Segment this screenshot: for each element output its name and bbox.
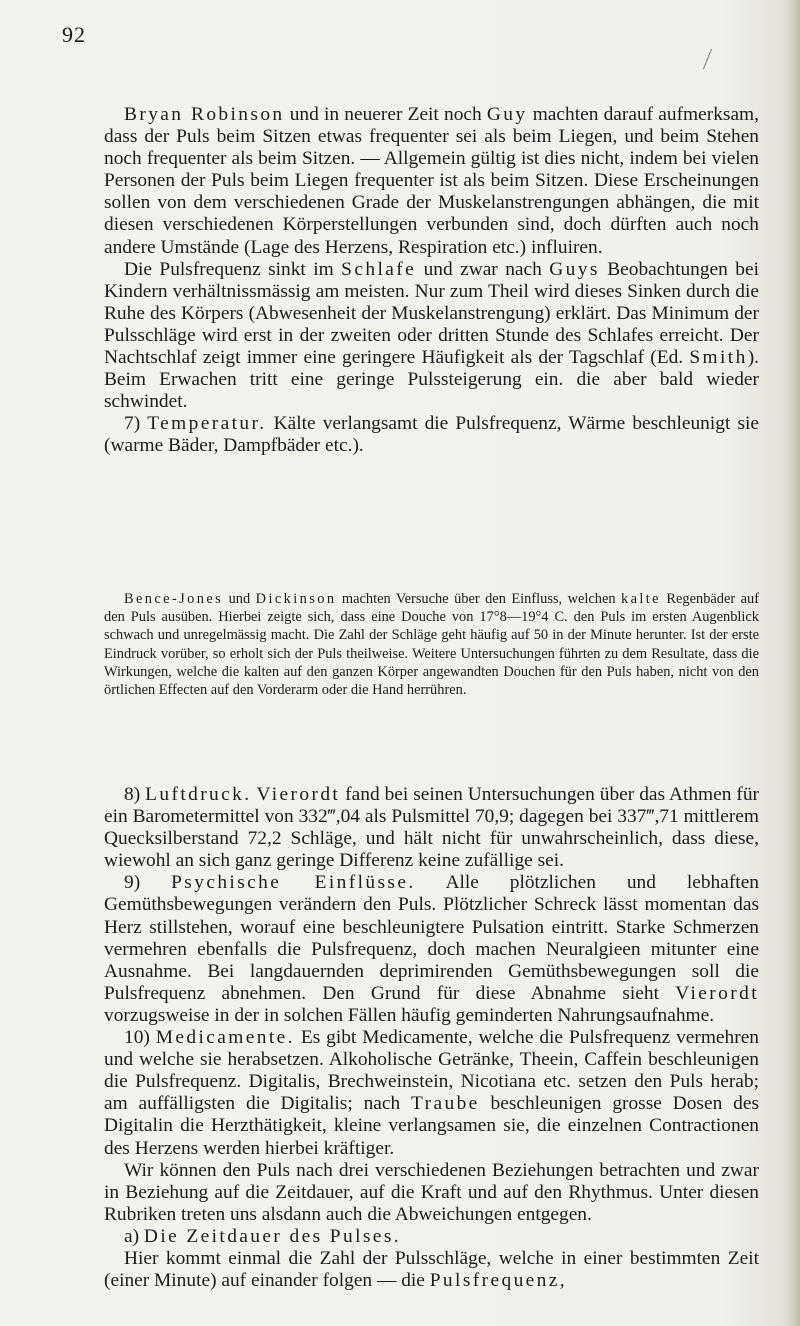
paragraph-medicaments: 10) Medicamente. Es gibt Medicamente, welche die Pulsfrequenz vermehren und welche sie herabsetzen. Alkoholische Getränke, Theein, Caffein beschleunigen die Pulsfrequenz. Digitalis, Brechweinstein, Nicotiana etc. setzen den Puls herab; am auffälligsten die Digitalis; nach Traube beschleunigen grosse Dosen des Digitalin die Herzthätigkeit, kleine verlangsamen sie, die einzelnen Contractionen des Herzens werden hierbei kräftiger.	[104, 1027, 759, 1159]
page-number: 92	[62, 22, 86, 47]
paragraph-relations: Wir können den Puls nach drei verschiedenen Beziehungen betrachten und zwar in Beziehung auf die Zeitdauer, auf die Kraft und auf den Rhythmus. Unter diesen Rubriken treten uns alsdann auch die Abweichungen entgegen.	[104, 1159, 759, 1225]
author-name: Dickinson	[255, 591, 337, 607]
footnote-paragraph: Bence-Jones und Dickinson machten Versuche über den Einfluss, welchen kalte Regenbäder auf den Puls ausüben. Hierbei zeigte sich, dass eine Douche von 17°8—19°4 C. den Puls im ersten Augenblick schwach und unregelmässig macht. Die Zahl der Schläge geht häufig auf 50 in der Minute herunter. Ist der erste Eindruck vorüber, so erholt sich der Puls theilweise. Weitere Untersuchungen führten zu dem Resultate, dass die Wirkungen, welche die kalten auf den ganzen Körper angewandten Douchen für den Puls haben, nicht von den örtlichen Effecten auf den Vorderarm oder die Hand herrühren.	[104, 591, 760, 699]
section-heading: Luftdruck.	[145, 784, 252, 805]
emphasis-term: kalte	[621, 591, 661, 607]
section-heading: Psychische Einflüsse.	[171, 872, 416, 894]
upper-text-block	[104, 104, 759, 458]
paragraph-air-pressure: 8) Luftdruck. Vierordt fand bei seinen Untersuchungen über das Athmen für ein Barometermittel von 332‴,04 als Pulsmittel 70,9; dagegen bei 337‴,71 mittlerem Quecksilberstand 72,2 Schläge, und hält nicht für unwahrscheinlich, dass diese, wiewohl an sich ganz geringe Differenz keine zufällige sei.	[104, 784, 759, 872]
author-name: Guys	[549, 258, 600, 280]
paragraph-body-position: Bryan Robinson und in neuerer Zeit noch Guy machten darauf aufmerksam, dass der Puls beim Sitzen etwas frequenter sei als beim Liegen, und beim Stehen noch frequenter als beim Sitzen. — Allgemein gültig ist dies nicht, indem bei vielen Personen der Puls beim Liegen frequenter ist als beim Sitzen. Diese Erscheinungen sollen von dem verschiedenen Grade der Muskelanstrengungen abhängen, die mit diesen verschiedenen Körperstellungen verbunden sind, doch dürften auch noch andere Umstände (Lage des Herzens, Respiration etc.) influiren.	[104, 104, 759, 258]
emphasis-term: Pulsfrequenz,	[429, 1270, 568, 1292]
pencil-mark	[703, 49, 712, 70]
paragraph-subheading: a) Die Zeitdauer des Pulses.	[124, 1225, 402, 1247]
author-name: Guy	[486, 104, 528, 125]
subsection-heading: Die Zeitdauer des Pulses.	[143, 1225, 402, 1247]
author-name: Vierordt	[256, 784, 341, 805]
page-edge-shadow	[786, 0, 800, 1326]
paragraph-sleep: Die Pulsfrequenz sinkt im Schlafe und zwar nach Guys Beobachtungen bei Kindern verhältnissmässig am meisten. Nur zum Theil wird dieses Sinken durch die Ruhe des Körpers (Abwesenheit der Muskelanstrengung) erklärt. Das Minimum der Pulsschläge wird erst in der zweiten oder dritten Stunde des Schlafes erreicht. Der Nachtschlaf zeigt immer eine geringere Häufigkeit als der Tagschlaf (Ed. Smith). Beim Erwachen tritt eine geringe Pulssteigerung ein. die aber bald wieder schwindet.	[104, 258, 759, 413]
section-heading: Temperatur.	[147, 413, 267, 435]
author-name: Traube	[411, 1093, 480, 1115]
author-name: Vierordt	[675, 982, 759, 1004]
paragraph-temperature: 7) Temperatur. Kälte verlangsamt die Pulsfrequenz, Wärme beschleunigt sie (warme Bäder, Dampfbäder etc.).	[104, 413, 759, 457]
author-name: Bryan Robinson	[124, 104, 285, 125]
emphasis-term: Schlafe	[341, 258, 417, 280]
paragraph-frequency: Hier kommt einmal die Zahl der Pulsschläge, welche in einer bestimmten Zeit (einer Minute) auf einander folgen — die Pulsfrequenz,	[104, 1247, 759, 1292]
section-heading: Medicamente.	[155, 1027, 295, 1049]
author-name: Bence-Jones	[124, 591, 224, 607]
footnote-block	[104, 590, 759, 699]
paragraph-psychic: 9) Psychische Einflüsse. Alle plötzlichen und lebhaften Gemüthsbewegungen verändern den Puls. Plötzlicher Schreck lässt momentan das Herz stillstehen, worauf eine beschleunigtere Pulsation eintritt. Starke Schmerzen vermehren ebenfalls die Pulsfrequenz, doch machen Neuralgieen mitunter eine Ausnahme. Bei langdauernden deprimirenden Gemüthsbewegungen soll die Pulsfrequenz abnehmen. Den Grund für diese Abnahme sieht Vierordt vorzugsweise in der in solchen Fällen häufig geminderten Nahrungsaufnahme.	[104, 872, 759, 1026]
author-name: Smith	[689, 347, 748, 369]
lower-text-block	[104, 784, 759, 1292]
